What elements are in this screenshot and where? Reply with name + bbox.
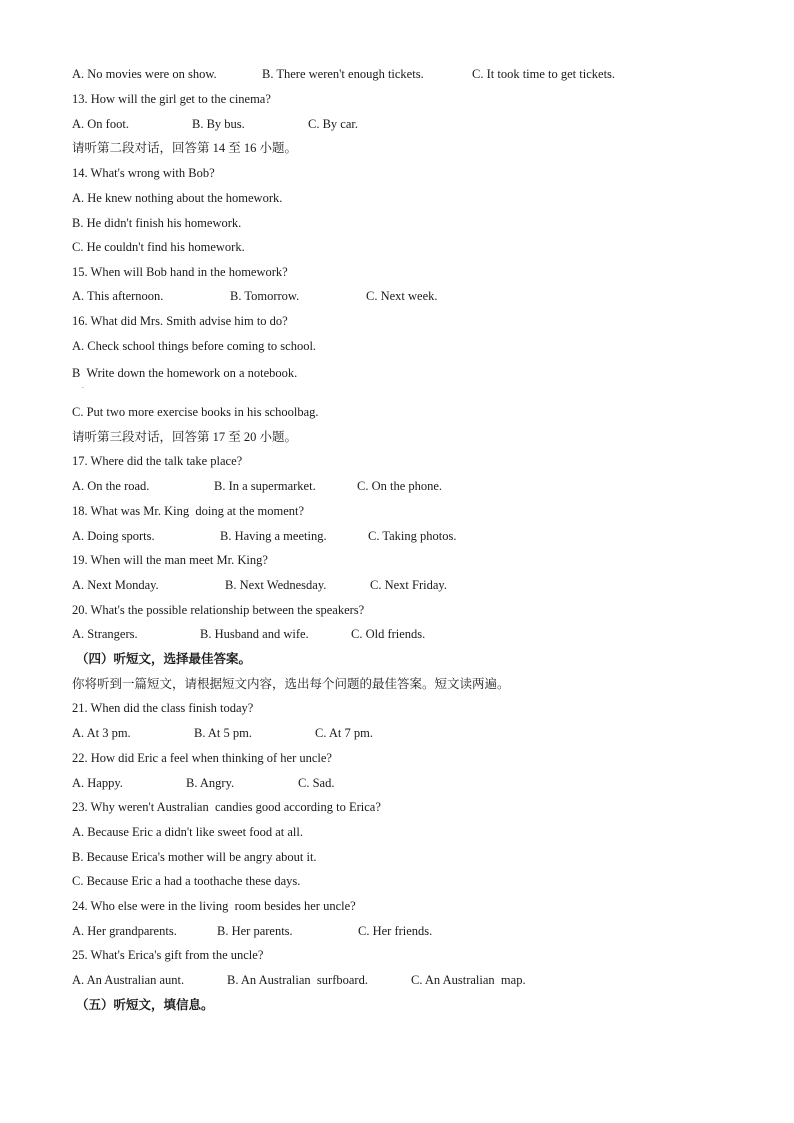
answer-option: A. This afternoon.	[72, 289, 164, 303]
text-line: A. Check school things before coming to school.	[72, 339, 317, 353]
answer-option: B. Having a meeting.	[220, 529, 327, 543]
text-line: B. Because Erica's mother will be angry about it.	[72, 850, 317, 864]
answer-option: B. Her parents.	[217, 924, 293, 938]
text-line: 15. When will Bob hand in the homework?	[72, 265, 288, 279]
answer-option: B. In a supermarket.	[214, 479, 316, 493]
section-heading: （四）听短文，选择最佳答案。	[76, 652, 252, 666]
text-line: 20. What's the possible relationship between the speakers?	[72, 603, 365, 617]
answer-option: C. Next Friday.	[370, 578, 447, 592]
answer-option: C. Her friends.	[358, 924, 433, 938]
answer-option: C. Sad.	[298, 776, 335, 790]
answer-option: A. At 3 pm.	[72, 726, 131, 740]
answer-option: B. Tomorrow.	[230, 289, 300, 303]
text-line: 19. When will the man meet Mr. King?	[72, 553, 268, 567]
stray-mark: .	[82, 382, 84, 390]
answer-option: C. Old friends.	[351, 627, 426, 641]
answer-option: A. On the road.	[72, 479, 150, 493]
text-line: 25. What's Erica's gift from the uncle?	[72, 948, 264, 962]
answer-option: C. On the phone.	[357, 479, 443, 493]
answer-option: A. Strangers.	[72, 627, 138, 641]
text-line: 24. Who else were in the living room besides her uncle?	[72, 899, 356, 913]
answer-option: A. Doing sports.	[72, 529, 155, 543]
answer-option: C. It took time to get tickets.	[472, 67, 616, 81]
text-line: 16. What did Mrs. Smith advise him to do?	[72, 314, 288, 328]
answer-option: B. There weren't enough tickets.	[262, 67, 424, 81]
text-line: 23. Why weren't Australian candies good according to Erica?	[72, 800, 381, 814]
answer-option: C. At 7 pm.	[315, 726, 373, 740]
text-line: C. Because Eric a had a toothache these days.	[72, 874, 301, 888]
text-line: 请听第三段对话，回答第 17 至 20 小题。	[72, 430, 298, 444]
text-line: A. He knew nothing about the homework.	[72, 191, 283, 205]
text-line: 22. How did Eric a feel when thinking of her uncle?	[72, 751, 332, 765]
answer-option: A. An Australian aunt.	[72, 973, 185, 987]
text-line: A. Because Eric a didn't like sweet food at all.	[72, 825, 303, 839]
answer-option: A. On foot.	[72, 117, 129, 131]
text-line: 你将听到一篇短文，请根据短文内容，选出每个问题的最佳答案。短文读两遍。	[72, 677, 510, 691]
answer-option: C. By car.	[308, 117, 358, 131]
answer-option: B. An Australian surfboard.	[227, 973, 368, 987]
text-line: B. He didn't finish his homework.	[72, 216, 242, 230]
answer-option: A. Her grandparents.	[72, 924, 177, 938]
answer-option: B. Next Wednesday.	[225, 578, 327, 592]
section-heading: （五）听短文，填信息。	[76, 998, 214, 1012]
answer-option: B. By bus.	[192, 117, 245, 131]
text-line: 18. What was Mr. King doing at the moment?	[72, 504, 305, 518]
text-line: C. He couldn't find his homework.	[72, 240, 245, 254]
text-line: 13. How will the girl get to the cinema?	[72, 92, 271, 106]
answer-option: C. Taking photos.	[368, 529, 457, 543]
answer-option: A. No movies were on show.	[72, 67, 217, 81]
answer-option: A. Next Monday.	[72, 578, 159, 592]
answer-option: B. Angry.	[186, 776, 235, 790]
text-line: 17. Where did the talk take place?	[72, 454, 243, 468]
answer-option: A. Happy.	[72, 776, 123, 790]
text-line: B Write down the homework on a notebook.	[72, 366, 298, 380]
answer-option: C. Next week.	[366, 289, 438, 303]
text-line: 14. What's wrong with Bob?	[72, 166, 215, 180]
answer-option: C. An Australian map.	[411, 973, 526, 987]
text-line: 21. When did the class finish today?	[72, 701, 254, 715]
answer-option: B. At 5 pm.	[194, 726, 252, 740]
answer-option: B. Husband and wife.	[200, 627, 309, 641]
text-line: 请听第二段对话，回答第 14 至 16 小题。	[72, 141, 298, 155]
text-line: C. Put two more exercise books in his schoolbag.	[72, 405, 319, 419]
